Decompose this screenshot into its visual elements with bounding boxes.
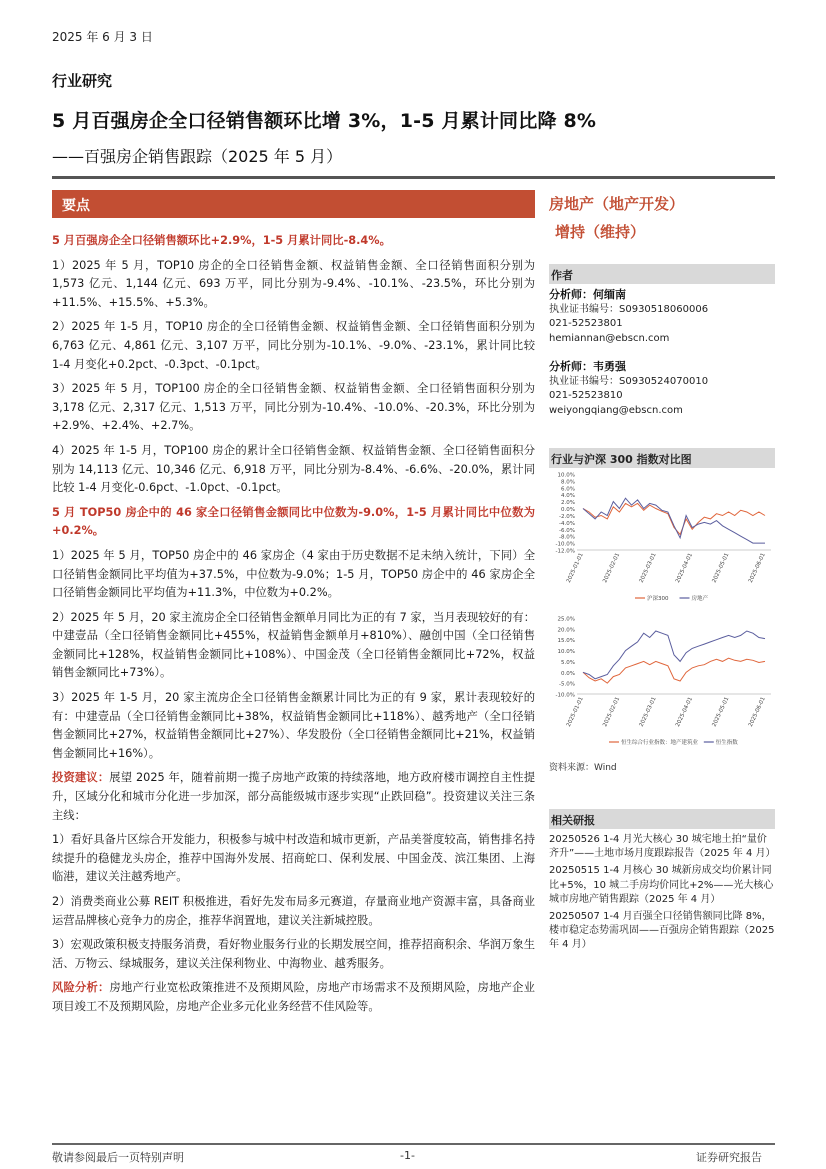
y-tick-label: 15.0% bbox=[557, 638, 575, 645]
y-tick-label: 10.0% bbox=[557, 649, 575, 656]
y-tick-label: 0.0% bbox=[561, 507, 575, 514]
chart-section-header: 行业与沪深 300 指数对比图 bbox=[549, 448, 775, 468]
analyst-2-email[interactable]: weiyongqiang@ebscn.com bbox=[549, 404, 683, 416]
x-tick-label: 2025-04-01 bbox=[675, 552, 695, 584]
chart-source: 资料来源：Wind bbox=[549, 763, 617, 773]
y-tick-label: 0.0% bbox=[561, 670, 575, 677]
y-tick-label: 20.0% bbox=[557, 627, 575, 634]
chart-hk-property-vs-hsi bbox=[549, 612, 775, 756]
research-item-3[interactable]: 20250507 1-4 月百强全口径销售额同比降 8%，楼市稳定态势需巩固——百强房企销售跟踪（2025 年 4 月） bbox=[549, 911, 775, 951]
analyst-1-email[interactable]: hemiannan@ebscn.com bbox=[549, 332, 670, 344]
x-tick-label: 2025-05-01 bbox=[711, 696, 731, 728]
risk-analysis-label: 风险分析： bbox=[52, 981, 110, 995]
analyst-2-cert: 执业证书编号：S0930524070010 bbox=[549, 375, 709, 387]
y-tick-label: 25.0% bbox=[557, 616, 575, 623]
legend-label-1: 沪深300 bbox=[647, 596, 669, 602]
analyst-2-name: 分析师：韦勇强 bbox=[549, 360, 626, 373]
x-tick-label: 2025-05-01 bbox=[711, 552, 731, 584]
highlight-top50-median: 5 月 TOP50 房企中的 46 家全口径销售金额同比中位数为-9.0%，1-5 月累计同比中位数为+0.2%。 bbox=[52, 505, 535, 538]
y-tick-label: -4.0% bbox=[559, 520, 575, 527]
sector-name: 房地产（地产开发） bbox=[549, 195, 685, 213]
investment-advice bbox=[52, 769, 535, 825]
x-tick-label: 2025-03-01 bbox=[638, 696, 658, 728]
research-item-2[interactable]: 20250515 1-4 月核心 30 城新房成交均价累计同比+5%，10 城二手房均价同比+2%——光大核心城市房地产销售跟踪（2025 年 4 月） bbox=[549, 865, 774, 905]
analyst-1-cert: 执业证书编号：S0930518060006 bbox=[549, 303, 709, 315]
investment-line-3: 3）宏观政策积极支持服务消费，看好物业服务行业的长期发展空间，推荐招商积余、华润万象生活、万物云、绿城服务，建议关注保利物业、中海物业、越秀服务。 bbox=[52, 938, 535, 970]
y-tick-label: -6.0% bbox=[559, 527, 575, 534]
y-tick-label: 10.0% bbox=[557, 472, 575, 479]
related-research-list bbox=[549, 833, 775, 953]
footer-report-type: 证券研究报告 bbox=[696, 1151, 762, 1164]
x-tick-label: 2025-01-01 bbox=[565, 696, 585, 728]
highlight-total-sales: 5 月百强房企全口径销售额环比+2.9%，1-5 月累计同比-8.4%。 bbox=[52, 234, 391, 247]
risk-analysis bbox=[52, 979, 535, 1016]
chart-hs300-vs-realestate bbox=[549, 468, 775, 612]
sector-rating: 增持（维持） bbox=[555, 223, 646, 241]
investment-line-1: 1）看好具备片区综合开发能力，积极参与城中村改造和城市更新，产品美誉度较高，销售排名持续提升的稳健龙头房企，推荐中国海外发展、招商蛇口、保利发展、中国金茂、滨江集团、上海临港，建议关注越秀地产。 bbox=[52, 833, 535, 884]
key-points-header bbox=[52, 190, 535, 218]
x-tick-label: 2025-03-01 bbox=[638, 552, 658, 584]
paragraph-20-firms-ytd: 3）2025 年 1-5 月，20 家主流房企全口径销售金额累计同比为正的有 9 家，累计表现较好的有：中建壹品（全口径销售金额同比+38%，权益销售金额同比+118%）、越秀地产（全口径销售金额同比+27%，权益销售金额同比+27%）、华发股份（全口径销售金额同比+21%，权益销售金额同比+16%）。 bbox=[52, 691, 535, 760]
footer-disclaimer: 敬请参阅最后一页特别声明 bbox=[52, 1151, 184, 1164]
chart-1-svg bbox=[549, 468, 775, 608]
author-section-header: 作者 bbox=[549, 264, 775, 284]
risk-analysis-text: 房地产行业宽松政策推进不及预期风险，房地产市场需求不及预期风险，房地产企业项目竣工不及预期风险，房地产企业多元化业务经营不佳风险等。 bbox=[52, 981, 535, 1013]
footer-divider bbox=[52, 1143, 775, 1145]
series-line-2 bbox=[583, 631, 765, 679]
y-tick-label: 6.0% bbox=[561, 486, 575, 493]
paragraph-top100-ytd: 4）2025 年 1-5 月，TOP100 房企的累计全口径销售金额、权益销售金额、全口径销售面积分别为 14,113 亿元、10,346 亿元、6,918 万平，同比分别为-8.4%、-6.6%、-20.0%，累计同比较 1-4 月变化-0.6pct、-1.0pct、-0.1pct。 bbox=[52, 443, 535, 495]
paragraph-20-firms-may: 2）2025 年 5 月，20 家主流房企全口径销售金额单月同比为正的有 7 家，当月表现较好的有：中建壹品（全口径销售金额同比+455%，权益销售金额单月+810%）、融创中国（全口径销售金额同比+128%，权益销售金额同比+108%）、中国金茂（全口径销售金额同比+72%，权益销售金额同比+73%）。 bbox=[52, 610, 535, 680]
chart-2-svg bbox=[549, 612, 775, 752]
analyst-2 bbox=[549, 360, 775, 418]
sidebar bbox=[549, 190, 775, 956]
report-category: 行业研究 bbox=[52, 72, 113, 90]
analyst-1-name: 分析师：何缅南 bbox=[549, 288, 626, 301]
footer-page-number: -1- bbox=[400, 1149, 415, 1162]
report-title: 5 月百强房企全口径销售额环比增 3%，1-5 月累计同比降 8% bbox=[52, 110, 597, 132]
analyst-1 bbox=[549, 288, 775, 346]
y-tick-label: -5.0% bbox=[559, 681, 575, 688]
y-tick-label: -8.0% bbox=[559, 534, 575, 541]
y-tick-label: 4.0% bbox=[561, 493, 575, 500]
series-line-2 bbox=[583, 498, 765, 543]
y-tick-label: -2.0% bbox=[559, 513, 575, 520]
legend-label-2: 房地产 bbox=[691, 596, 709, 602]
paragraph-top10-may: 1）2025 年 5 月，TOP10 房企的全口径销售金额、权益销售金额、全口径销售面积分别为 1,573 亿元、1,144 亿元、693 万平，同比分别为-9.4%、-10.1%、-23.5%，环比分别为+11.5%、+15.5%、+5.3%。 bbox=[52, 258, 535, 309]
key-points-header-label: 要点 bbox=[62, 198, 90, 214]
header-divider bbox=[52, 176, 775, 179]
research-item-1[interactable]: 20250526 1-4 月光大核心 30 城宅地土拍“量价齐升”——土地市场月度跟踪报告（2025 年 4 月） bbox=[549, 834, 776, 860]
x-tick-label: 2025-04-01 bbox=[675, 696, 695, 728]
y-tick-label: -12.0% bbox=[555, 548, 575, 555]
investment-advice-label: 投资建议： bbox=[52, 771, 110, 785]
y-tick-label: -10.0% bbox=[555, 692, 575, 699]
report-subtitle: ——百强房企销售跟踪（2025 年 5 月） bbox=[52, 147, 343, 166]
y-tick-label: 2.0% bbox=[561, 500, 575, 507]
x-tick-label: 2025-06-01 bbox=[747, 552, 767, 584]
research-section-header: 相关研报 bbox=[549, 809, 775, 829]
y-tick-label: -10.0% bbox=[555, 541, 575, 548]
y-tick-label: 5.0% bbox=[561, 659, 575, 666]
analyst-2-phone: 021-52523810 bbox=[549, 390, 623, 401]
paragraph-top10-ytd: 2）2025 年 1-5 月，TOP10 房企的全口径销售金额、权益销售金额、全口径销售面积分别为 6,763 亿元、4,861 亿元、3,107 万平，同比分别为-10.1%、-9.0%、-23.1%，累计同比较 1-4 月变化+0.2pct、-0.3pct、-0.1pct。 bbox=[52, 320, 535, 371]
x-tick-label: 2025-06-01 bbox=[747, 696, 767, 728]
paragraph-top100-may: 3）2025 年 5 月，TOP100 房企的全口径销售金额、权益销售金额、全口径销售面积分别为 3,178 亿元、2,317 亿元、1,513 万平，同比分别为-10.4%、-10.0%、-20.3%，环比分别为+2.9%、+2.4%、+2.7%。 bbox=[52, 382, 535, 433]
legend-label-1: 恒生综合行业指数：地产建筑业 bbox=[621, 740, 699, 746]
legend-label-2: 恒生指数 bbox=[715, 740, 738, 746]
report-date: 2025 年 6 月 3 日 bbox=[52, 30, 153, 44]
paragraph-top50-stats: 1）2025 年 5 月，TOP50 房企中的 46 家房企（4 家由于历史数据不足未纳入统计，下同）全口径销售金额同比平均值为+37.5%，中位数为-9.0%；1-5 月，TOP50 房企中的 46 家房企全口径销售金额同比平均值为+11.3%，中位数为+0.2%。 bbox=[52, 548, 535, 600]
x-tick-label: 2025-01-01 bbox=[565, 552, 585, 584]
y-tick-label: 8.0% bbox=[561, 479, 575, 486]
investment-line-2: 2）消费类商业公募 REIT 积极推进，看好先发布局多元赛道，存量商业地产资源丰富，具备商业运营品牌核心竞争力的房企，推荐华润置地，建议关注新城控股。 bbox=[52, 895, 535, 927]
investment-advice-text: 展望 2025 年，随着前期一揽子房地产政策的持续落地，地方政府楼市调控自主性提升，区域分化和城市分化进一步加深，部分高能级城市逐步实现“止跌回稳”。投资建议关注三条主线： bbox=[52, 771, 535, 822]
x-tick-label: 2025-02-01 bbox=[602, 552, 622, 584]
analyst-1-phone: 021-52523801 bbox=[549, 318, 623, 329]
x-tick-label: 2025-02-01 bbox=[602, 696, 622, 728]
key-points-body bbox=[52, 232, 535, 1023]
